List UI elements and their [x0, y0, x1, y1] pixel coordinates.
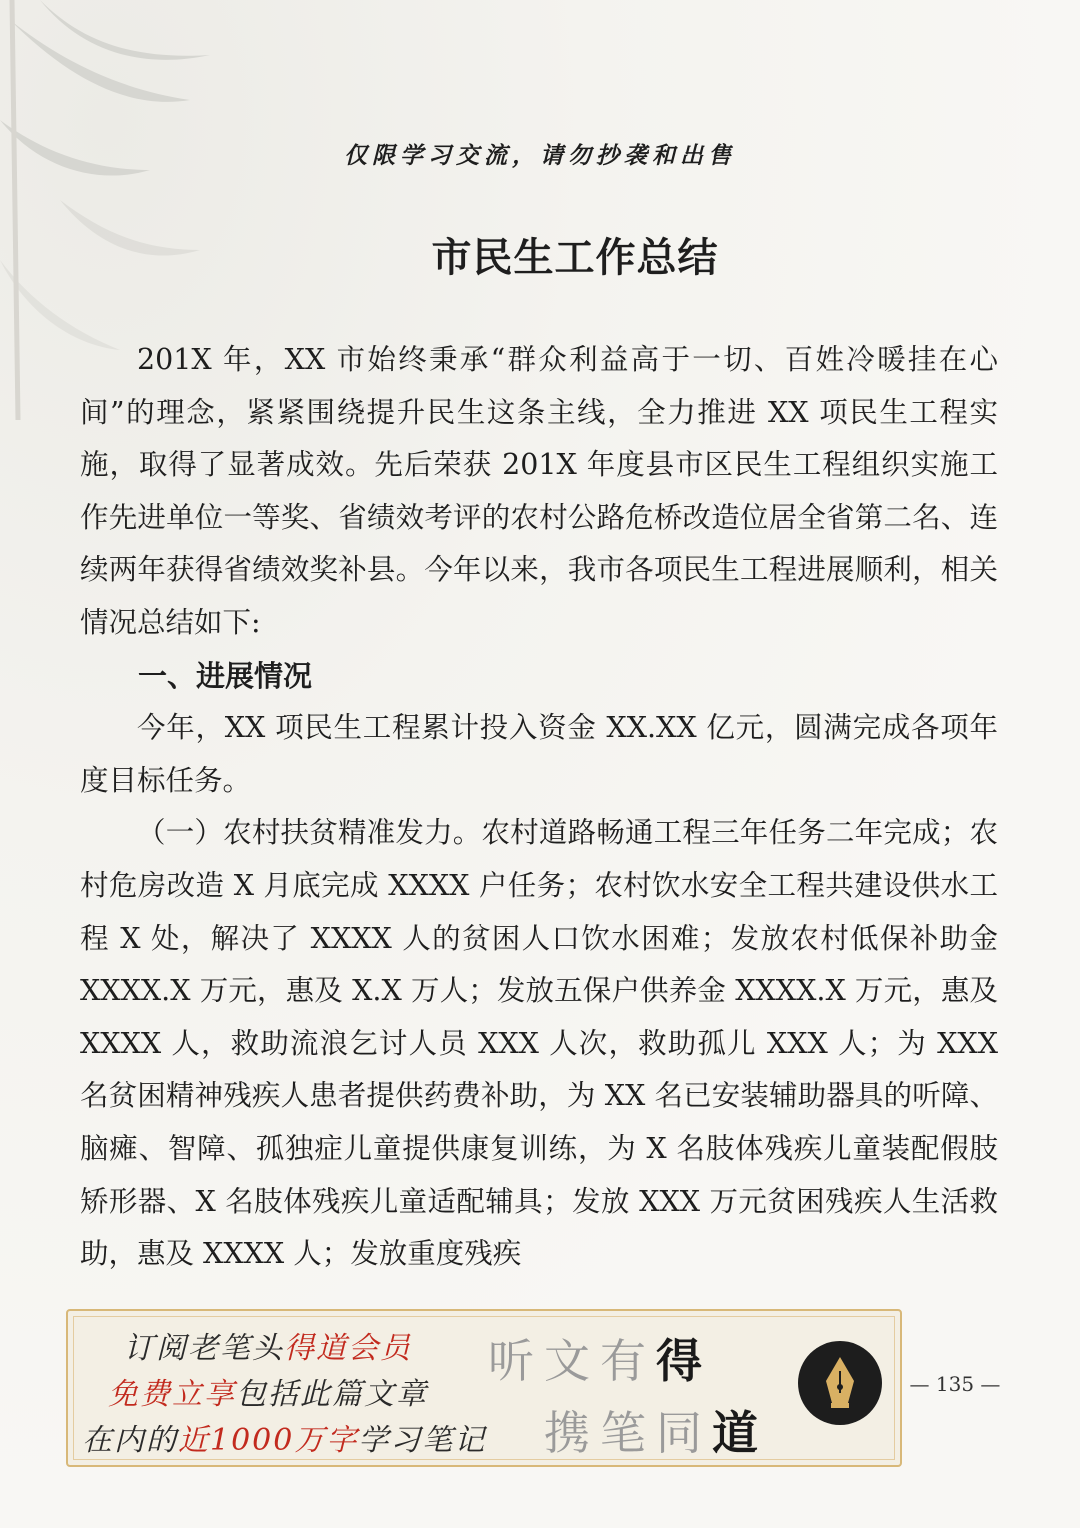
section-heading: 一、进展情况 — [138, 658, 313, 693]
slogan-emphasis: 道 — [712, 1406, 768, 1460]
paragraph-intro: 201X 年，XX 市始终秉承“群众利益高于一切、百姓冷暖挂在心间”的理念，紧紧围绕提升民生这条主线，全力推进 XX 项民生工程实施，取得了显著成效。先后荣获 201X 年度县市区民生工程组织实施工作先进单位一等奖、省绩效考评的农村公路危桥改造位居全省第二名、连续两年获得省绩效奖补县。今年以来，我市各项民生工程进展顺利，相关情况总结如下: — [80, 343, 998, 639]
banner-line-2 — [108, 1369, 428, 1413]
paragraph-rural-poverty: （一）农村扶贫精准发力。农村道路畅通工程三年任务二年完成；农村危房改造 X 月底完成 XXXX 户任务；农村饮水安全工程共建设供水工程 X 处，解决了 XXXX 人的贫困人口饮水困难；发放农村低保补助金 XXXX.X 万元，惠及 X.X 万人；发放五保户供养金 XXXX.X 万元，惠及 XXXX 人，救助流浪乞讨人员 XXX 人次，救助孤儿 XXX 人；为 XXX 名贫困精神残疾人患者提供药费补助，为 XX 名已安装辅助器具的听障、脑瘫、智障、孤独症儿童提供康复训练，为 X 名肢体残疾儿童装配假肢矫形器、X 名肢体残疾儿童适配辅具；发放 XXX 万元贫困残疾人生活救助，惠及 XXXX 人；发放重度残疾 — [80, 816, 998, 1271]
banner-text: 在内的 — [82, 1423, 178, 1458]
banner-line-1 — [124, 1323, 412, 1367]
banner-highlight: 免费立享 — [108, 1377, 236, 1412]
article-body — [80, 334, 998, 1281]
banner-text: 学习笔记 — [358, 1423, 487, 1458]
banner-slogan-1 — [488, 1325, 712, 1391]
slogan-emphasis: 得 — [656, 1334, 712, 1388]
banner-line-3 — [82, 1415, 486, 1459]
slogan-text: 携笔同 — [544, 1406, 712, 1460]
slogan-text: 听文有 — [488, 1334, 656, 1388]
fountain-pen-nib-icon — [798, 1341, 882, 1425]
banner-text: 订阅老笔头 — [124, 1331, 284, 1366]
membership-banner[interactable] — [66, 1309, 902, 1467]
banner-text: 包括此篇文章 — [236, 1377, 428, 1412]
banner-highlight: 得道会员 — [284, 1331, 412, 1366]
page-title: 市民生工作总结 — [431, 235, 719, 281]
banner-highlight: 近1000万字 — [178, 1423, 359, 1458]
banner-slogan-2 — [544, 1397, 768, 1463]
paragraph-summary: 今年，XX 项民生工程累计投入资金 XX.XX 亿元，圆满完成各项年度目标任务。 — [80, 711, 998, 797]
header-notice: 仅限学习交流，请勿抄袭和出售 — [344, 142, 736, 169]
page-number: — 135 — — [909, 1372, 1001, 1396]
